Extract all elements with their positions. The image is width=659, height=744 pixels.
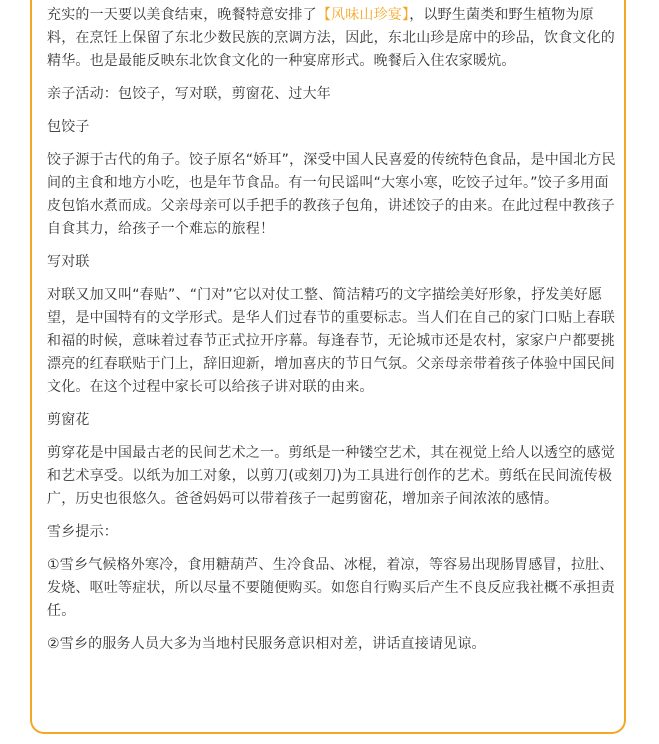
itinerary-content (47, 4, 617, 666)
section-title-papercut: 剪窗花 (47, 412, 90, 428)
tip-item-1: ①雪乡气候格外寒冷，食用糖葫芦、生冷食品、冰棍，着凉，等容易出现肠胃感冒，拉肚、发烧、呕吐等症状，所以尽量不要随便购买。如您自行购买后产生不良反应我社概不承担责任。 (47, 557, 615, 619)
activities-line: 亲子活动：包饺子，写对联，剪窗花、过大年 (47, 86, 331, 102)
section-body-dumplings: 饺子源于古代的角子。饺子原名“娇耳”，深受中国人民喜爱的传统特色食品，是中国北方民间的主食和地方小吃，也是年节食品。有一句民谣叫“大寒小寒，吃饺子过年。”饺子多用面皮包馅水煮而成。父亲母亲可以手把手的教孩子包角，讲述饺子的由来。在此过程中教孩子自食其力，给孩子一个难忘的旅程！ (47, 152, 616, 237)
section-title-couplets: 写对联 (47, 254, 90, 270)
intro-before: 充实的一天要以美食结束，晚餐特意安排了 (47, 7, 317, 23)
section-body-papercut: 剪穿花是中国最古老的民间艺术之一。剪纸是一种镂空艺术，其在视觉上给人以透空的感觉和艺术享受。以纸为加工对象，以剪刀(或刻刀)为工具进行创作的艺术。剪纸在民间流传极广，历史也很悠久。爸爸妈妈可以带着孩子一起剪窗花，增加亲子间浓浓的感情。 (47, 445, 615, 507)
intro-after: ，以野生菌类和野生植物为原料，在烹饪上保留了东北少数民族的烹调方法，因此，东北山珍是席中的珍品，饮食文化的精华。也是最能反映东北饮食文化的一种宴席形式。晚餐后入住农家暖炕。 (47, 7, 615, 69)
intro-paragraph (47, 4, 617, 73)
section-title-dumplings: 包饺子 (47, 119, 90, 135)
tips-title: 雪乡提示： (47, 524, 118, 540)
section-body-couplets: 对联又加又叫“春贴”、“门对”它以对仗工整、简洁精巧的文字描绘美好形象，抒发美好愿望，是中国特有的文学形式。是华人们过春节的重要标志。当人们在自己的家门口贴上春联和福的时候，意味着过春节正式拉开序幕。每逢春节，无论城市还是农村，家家户户都要挑漂亮的红春联贴于门上，辞旧迎新，增加喜庆的节日气氛。父亲母亲带着孩子体验中国民间文化。在这个过程中家长可以给孩子讲对联的由来。 (47, 287, 615, 395)
feast-name-highlight: 【风味山珍宴】 (316, 7, 410, 23)
tip-item-2: ②雪乡的服务人员大多为当地村民服务意识相对差，讲话直接请见谅。 (47, 636, 486, 652)
